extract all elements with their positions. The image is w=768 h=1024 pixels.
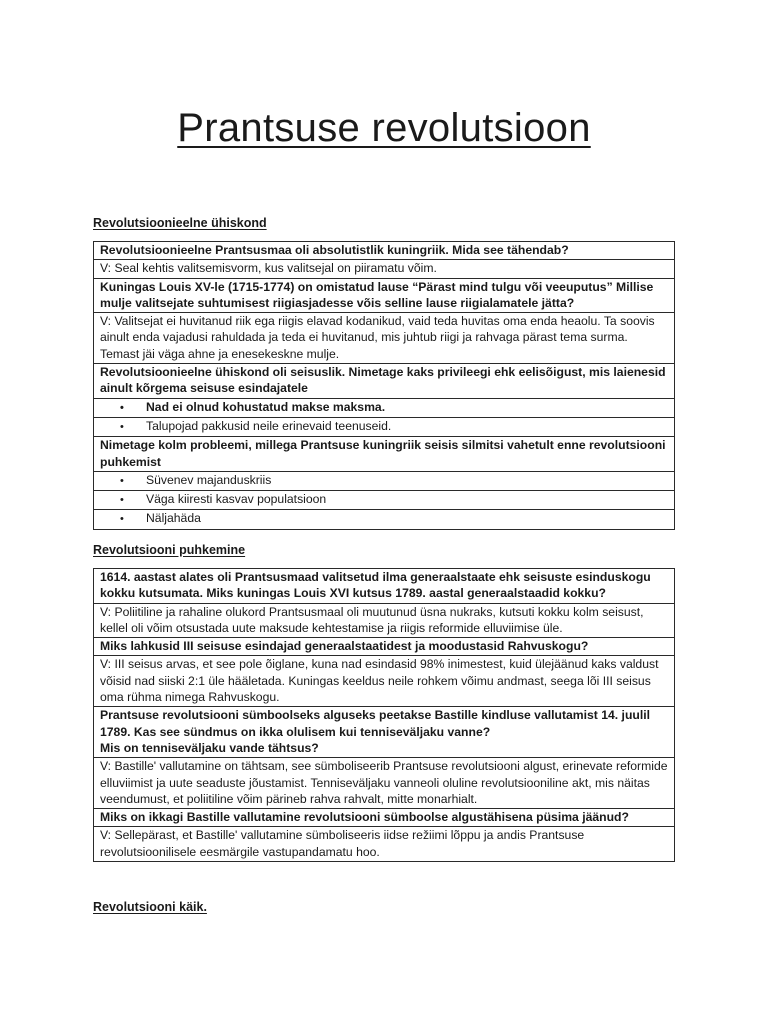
answer-cell — [94, 260, 675, 278]
question-cell — [94, 809, 675, 827]
answer-cell — [94, 656, 675, 707]
question-cell — [94, 707, 675, 758]
question-cell — [94, 638, 675, 656]
qa-table-outbreak — [93, 568, 675, 862]
cell-text: Nad ei olnud kohustatud makse maksma. — [146, 399, 386, 414]
table-row — [94, 827, 675, 862]
bullet-cell — [94, 398, 675, 417]
table-row — [94, 278, 675, 313]
bullet-icon: • — [120, 420, 124, 433]
table-row — [94, 707, 675, 758]
cell-text: Nimetage kolm probleemi, millega Prantsuse kuningriik seisis silmitsi vahetult enne revolutsiooni puhkemist — [100, 438, 666, 469]
qa-table-society — [93, 241, 675, 530]
table-row — [94, 569, 675, 604]
cell-text: Kuningas Louis XV-le (1715-1774) on omistatud lause “Pärast mind tulgu või veeuputus” Millise mulje valitsejate suhtumisest riigiasjadesse võis selline lause riigialamatele jätta? — [100, 279, 654, 310]
table-row — [94, 417, 675, 436]
cell-text: Talupojad pakkusid neile erinevaid teenuseid. — [146, 418, 392, 433]
section-heading-society: Revolutsioonieelne ühiskond — [93, 216, 267, 230]
answer-cell — [94, 313, 675, 364]
table-row — [94, 313, 675, 364]
cell-text: V: Seal kehtis valitsemisvorm, kus valitsejal on piiramatu võim. — [100, 261, 437, 276]
table-row — [94, 603, 675, 638]
bullet-icon: • — [120, 494, 124, 507]
cell-text: Miks on ikkagi Bastille vallutamine revolutsiooni sümboolse algustähisena püsima jäänud? — [100, 810, 629, 825]
table-row — [94, 398, 675, 417]
cell-text: Miks lahkusid III seisuse esindajad generaalstaatidest ja moodustasid Rahvuskogu? — [100, 639, 589, 654]
bullet-cell — [94, 491, 675, 510]
question-cell — [94, 278, 675, 313]
cell-text: Väga kiiresti kasvav populatsioon — [146, 492, 327, 507]
table-row — [94, 471, 675, 490]
table-row — [94, 809, 675, 827]
question-cell — [94, 569, 675, 604]
cell-text: Prantsuse revolutsiooni sümboolseks alguseks peetakse Bastille kindluse vallutamist 14. juulil 1789. Kas see sündmus on ikka olulisem kui tenniseväljaku vanne? Mis on tenniseväljaku vande tähtsus? — [100, 708, 650, 755]
cell-text: V: Sellepärast, et Bastille' vallutamine sümboliseeris iidse režiimi lõppu ja andis Prantsuse revolutsioonilisele eesmärgile vastupandamatu hoo. — [100, 828, 585, 859]
cell-text: Süvenev majanduskriis — [146, 472, 272, 487]
section-heading-course: Revolutsiooni käik. — [93, 900, 207, 914]
bullet-icon: • — [120, 474, 124, 487]
table-row — [94, 260, 675, 278]
cell-text: V: Valitsejat ei huvitanud riik ega riigis elavad kodanikud, vaid teda huvitas oma enda heaolu. Ta soovis ainult enda vajadusi rahuldada ja teda ei huvitanud, mis juhtub riigi ja rahvaga pärast tema surma. Temast jäi väga ahne ja enesekeskne mulje. — [100, 314, 655, 361]
bullet-icon: • — [120, 401, 124, 414]
cell-text: V: III seisus arvas, et see pole õiglane, kuna nad esindasid 98% inimestest, kuid ülejäänud kaks valdust võisid nad siiski 2:1 üle hääletada. Kuningas keeldus neile rohkem võimu andmast, seega lõi III seisus oma rühma nimega Rahvuskogu. — [100, 657, 659, 705]
bullet-cell — [94, 417, 675, 436]
table-row — [94, 656, 675, 707]
table-row — [94, 758, 675, 809]
cell-text: V: Poliitiline ja rahaline olukord Prantsusmaal oli muutunud üsna nukraks, kutsuti kokku kolm seisust, kellel oli võim otsustada uute maksude kehtestamise ja riigis reformide elluviimise üle. — [100, 604, 644, 635]
page-title: Prantsuse revolutsioon — [177, 106, 591, 150]
table-row — [94, 491, 675, 510]
question-cell — [94, 364, 675, 399]
answer-cell — [94, 758, 675, 809]
table-row — [94, 638, 675, 656]
table-row — [94, 510, 675, 529]
question-cell — [94, 437, 675, 472]
bullet-icon: • — [120, 513, 124, 526]
answer-cell — [94, 603, 675, 638]
cell-text: V: Bastille' vallutamine on tähtsam, see sümboliseerib Prantsuse revolutsiooni algust, erinevate reformide elluviimist ja uute seaduste jõustamist. Tenniseväljaku vanneoli oluline revolutsiooniline akt, mis näitas veendumust, et poliitiline võim pärineb rahva rahvalt, mitte monarhialt. — [100, 759, 668, 806]
cell-text: 1614. aastast alates oli Prantsusmaad valitsetud ilma generaalstaate ehk seisuste esinduskogu kokku kutsumata. Miks kuningas Louis XVI kutsus 1789. aastal generaalstaadid kokku? — [100, 570, 651, 601]
cell-text: Revolutsioonieelne Prantsusmaa oli absolutistlik kuningriik. Mida see tähendab? — [100, 243, 569, 257]
question-cell — [94, 242, 675, 260]
cell-text: Revolutsioonieelne ühiskond oli seisuslik. Nimetage kaks privileegi ehk eelisõigust, mis laienesid ainult kõrgema seisuse esindajatele — [100, 365, 666, 396]
table-row — [94, 364, 675, 399]
table-row — [94, 242, 675, 260]
bullet-cell — [94, 510, 675, 529]
cell-text: Näljahäda — [146, 511, 201, 526]
bullet-cell — [94, 471, 675, 490]
table-row — [94, 437, 675, 472]
answer-cell — [94, 827, 675, 862]
section-heading-outbreak: Revolutsiooni puhkemine — [93, 543, 246, 557]
